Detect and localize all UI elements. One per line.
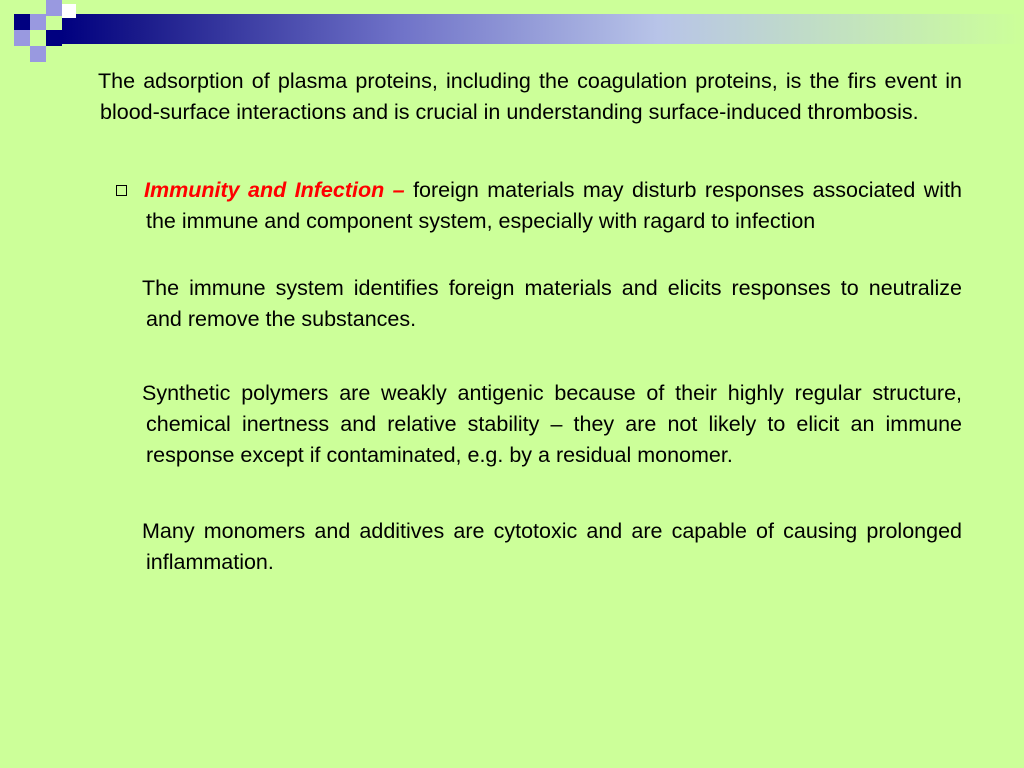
decor-square: [14, 30, 30, 46]
paragraph-synthetic-polymers: Synthetic polymers are weakly antigenic because of their highly regular structure, chemical inertness and relative stability – they are not likely to elicit an immune response except if contaminated, e.g. by a residual monomer.: [142, 381, 962, 467]
paragraph-immune-system: The immune system identifies foreign materials and elicits responses to neutralize and remove the substances.: [142, 276, 962, 331]
intro-paragraph: The adsorption of plasma proteins, including the coagulation proteins, is the firs event in blood-surface interactions and is crucial in understanding surface-induced thrombosis.: [98, 69, 962, 124]
bullet-heading: Immunity and Infection –: [144, 178, 405, 202]
bullet-text: [146, 175, 962, 237]
decor-square: [14, 14, 30, 30]
header-gradient-bar: [62, 14, 1024, 44]
sub-paragraph: [100, 378, 962, 471]
sub-paragraph: [100, 273, 962, 335]
slide-content: [100, 66, 962, 578]
paragraph-monomers: Many monomers and additives are cytotoxic and are capable of causing prolonged inflammation.: [142, 519, 962, 574]
decor-square: [30, 46, 46, 62]
square-bullet-icon: [116, 185, 127, 196]
sub-paragraph: [100, 516, 962, 578]
bullet-body: foreign materials may disturb responses associated with the immune and component system, especially with ragard to infection: [146, 178, 963, 233]
decor-square: [62, 4, 76, 18]
decor-square: [46, 30, 62, 46]
decor-square: [30, 14, 46, 30]
bullet-item: [100, 175, 962, 237]
decor-square: [46, 0, 62, 16]
